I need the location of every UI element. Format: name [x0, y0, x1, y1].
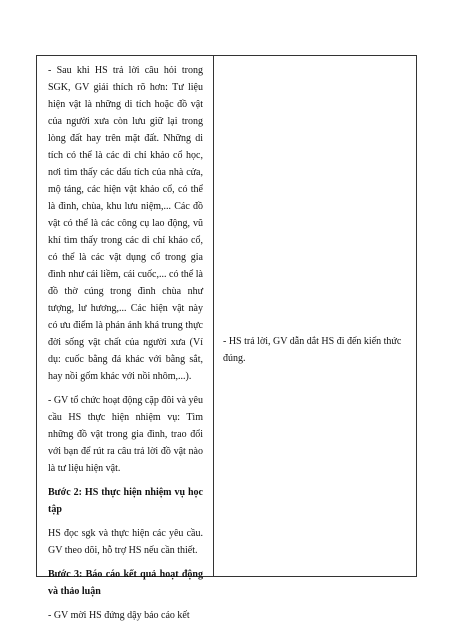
step-2-paragraph: HS đọc sgk và thực hiện các yêu cầu. GV theo dõi, hỗ trợ HS nếu cần thiết.: [48, 528, 203, 556]
explanation-paragraph: - Sau khi HS trả lời câu hỏi trong SGK, GV giải thích rõ hơn: Tư liệu hiện vật là những di tích hoặc đồ vật của người xưa còn lưu giữ lại trong lòng đất hay trên mặt đất. Những di tích có thể là các di chỉ khảo cổ học, nơi tìm thấy các dấu tích của nhà cửa, mộ táng, các hiện vật khảo cổ, có thể là đình, chùa, khu lưu niệm,... Các đồ vật có thể là các công cụ lao động, vũ khí tìm thấy trong các di chỉ khảo cổ, có thể là các vật dụng cổ trong gia đình như cái liềm, cái cuốc,... có thể là đồ thờ cúng trong đình chùa như tượng, lư hương,... Các hiện vật này có ưu điểm là phản ánh khá trung thực đời sống vật chất của người xưa (Ví dụ: cuốc bằng đá khác với bằng sắt, hay nồi gốm khác với nồi nhôm,...).: [48, 65, 203, 382]
student-response-paragraph: - HS trả lời, GV dẫn dắt HS đi đến kiến thức đúng.: [223, 336, 402, 364]
student-activity-column: [214, 56, 416, 576]
step-3-heading: Bước 3: Báo cáo kết quả hoạt động và thảo luận: [48, 569, 203, 597]
step-2-heading: Bước 2: HS thực hiện nhiệm vụ học tập: [48, 487, 203, 515]
pair-activity-paragraph: - GV tổ chức hoạt động cặp đôi và yêu cầu HS thực hiện nhiệm vụ: Tìm những đồ vật trong gia đình, trao đổi với bạn để rút ra câu trả lời đồ vật nào là tư liệu hiện vật.: [48, 395, 203, 474]
teacher-activity-column: [37, 56, 214, 621]
step-3-paragraph: - GV mời HS đứng dậy báo cáo kết: [48, 610, 190, 621]
lesson-table: [36, 55, 417, 621]
